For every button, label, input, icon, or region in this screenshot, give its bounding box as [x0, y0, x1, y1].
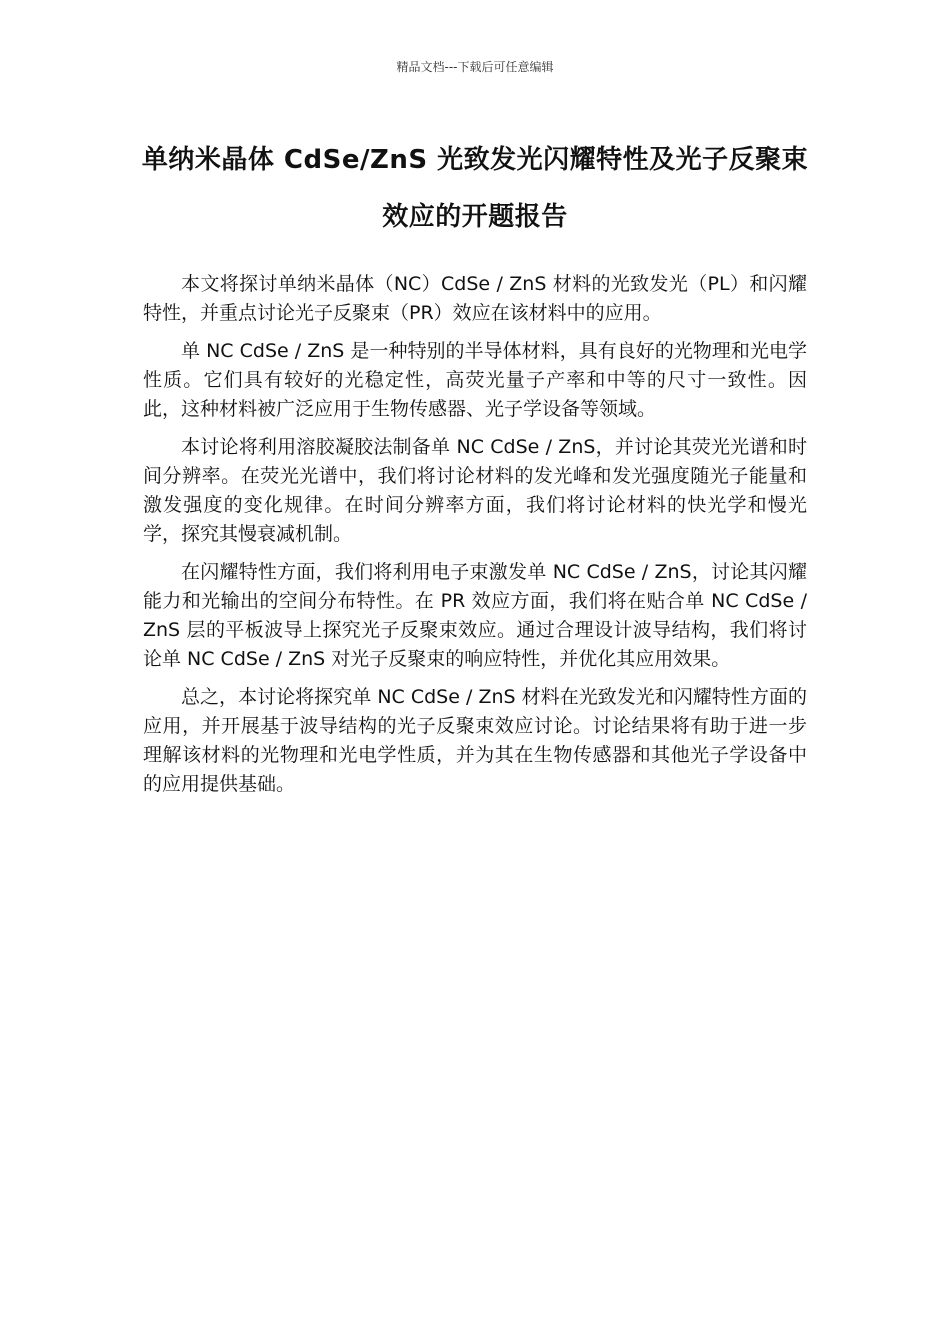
- paragraph-3: 本讨论将利用溶胶凝胶法制备单 NC CdSe / ZnS，并讨论其荧光光谱和时间分辨率。在荧光光谱中，我们将讨论材料的发光峰和发光强度随光子能量和激发强度的变化规律。在时间分辨率方面，我们将讨论材料的快光学和慢光学，探究其慢衰减机制。: [143, 436, 807, 545]
- paragraph-1: 本文将探讨单纳米晶体（NC）CdSe / ZnS 材料的光致发光（PL）和闪耀特性，并重点讨论光子反聚束（PR）效应在该材料中的应用。: [143, 273, 807, 324]
- paragraph-2: 单 NC CdSe / ZnS 是一种特别的半导体材料，具有良好的光物理和光电学性质。它们具有较好的光稳定性，高荧光量子产率和中等的尺寸一致性。因此，这种材料被广泛应用于生物传感器、光子学设备等领域。: [143, 340, 807, 420]
- page-header: 精品文档---下载后可任意编辑: [396, 60, 554, 74]
- paragraph-5: 总之，本讨论将探究单 NC CdSe / ZnS 材料在光致发光和闪耀特性方面的应用，并开展基于波导结构的光子反聚束效应讨论。讨论结果将有助于进一步理解该材料的光物理和光电学性质，并为其在生物传感器和其他光子学设备中的应用提供基础。: [143, 686, 807, 795]
- document-title: 单纳米晶体 CdSe/ZnS 光致发光闪耀特性及光子反聚束效应的开题报告: [141, 145, 809, 232]
- paragraph-4: 在闪耀特性方面，我们将利用电子束激发单 NC CdSe / ZnS，讨论其闪耀能力和光输出的空间分布特性。在 PR 效应方面，我们将在贴合单 NC CdSe / ZnS 层的平板波导上探究光子反聚束效应。通过合理设计波导结构，我们将讨论单 NC CdSe / ZnS 对光子反聚束的响应特性，并优化其应用效果。: [143, 561, 807, 670]
- document-body: [143, 270, 807, 808]
